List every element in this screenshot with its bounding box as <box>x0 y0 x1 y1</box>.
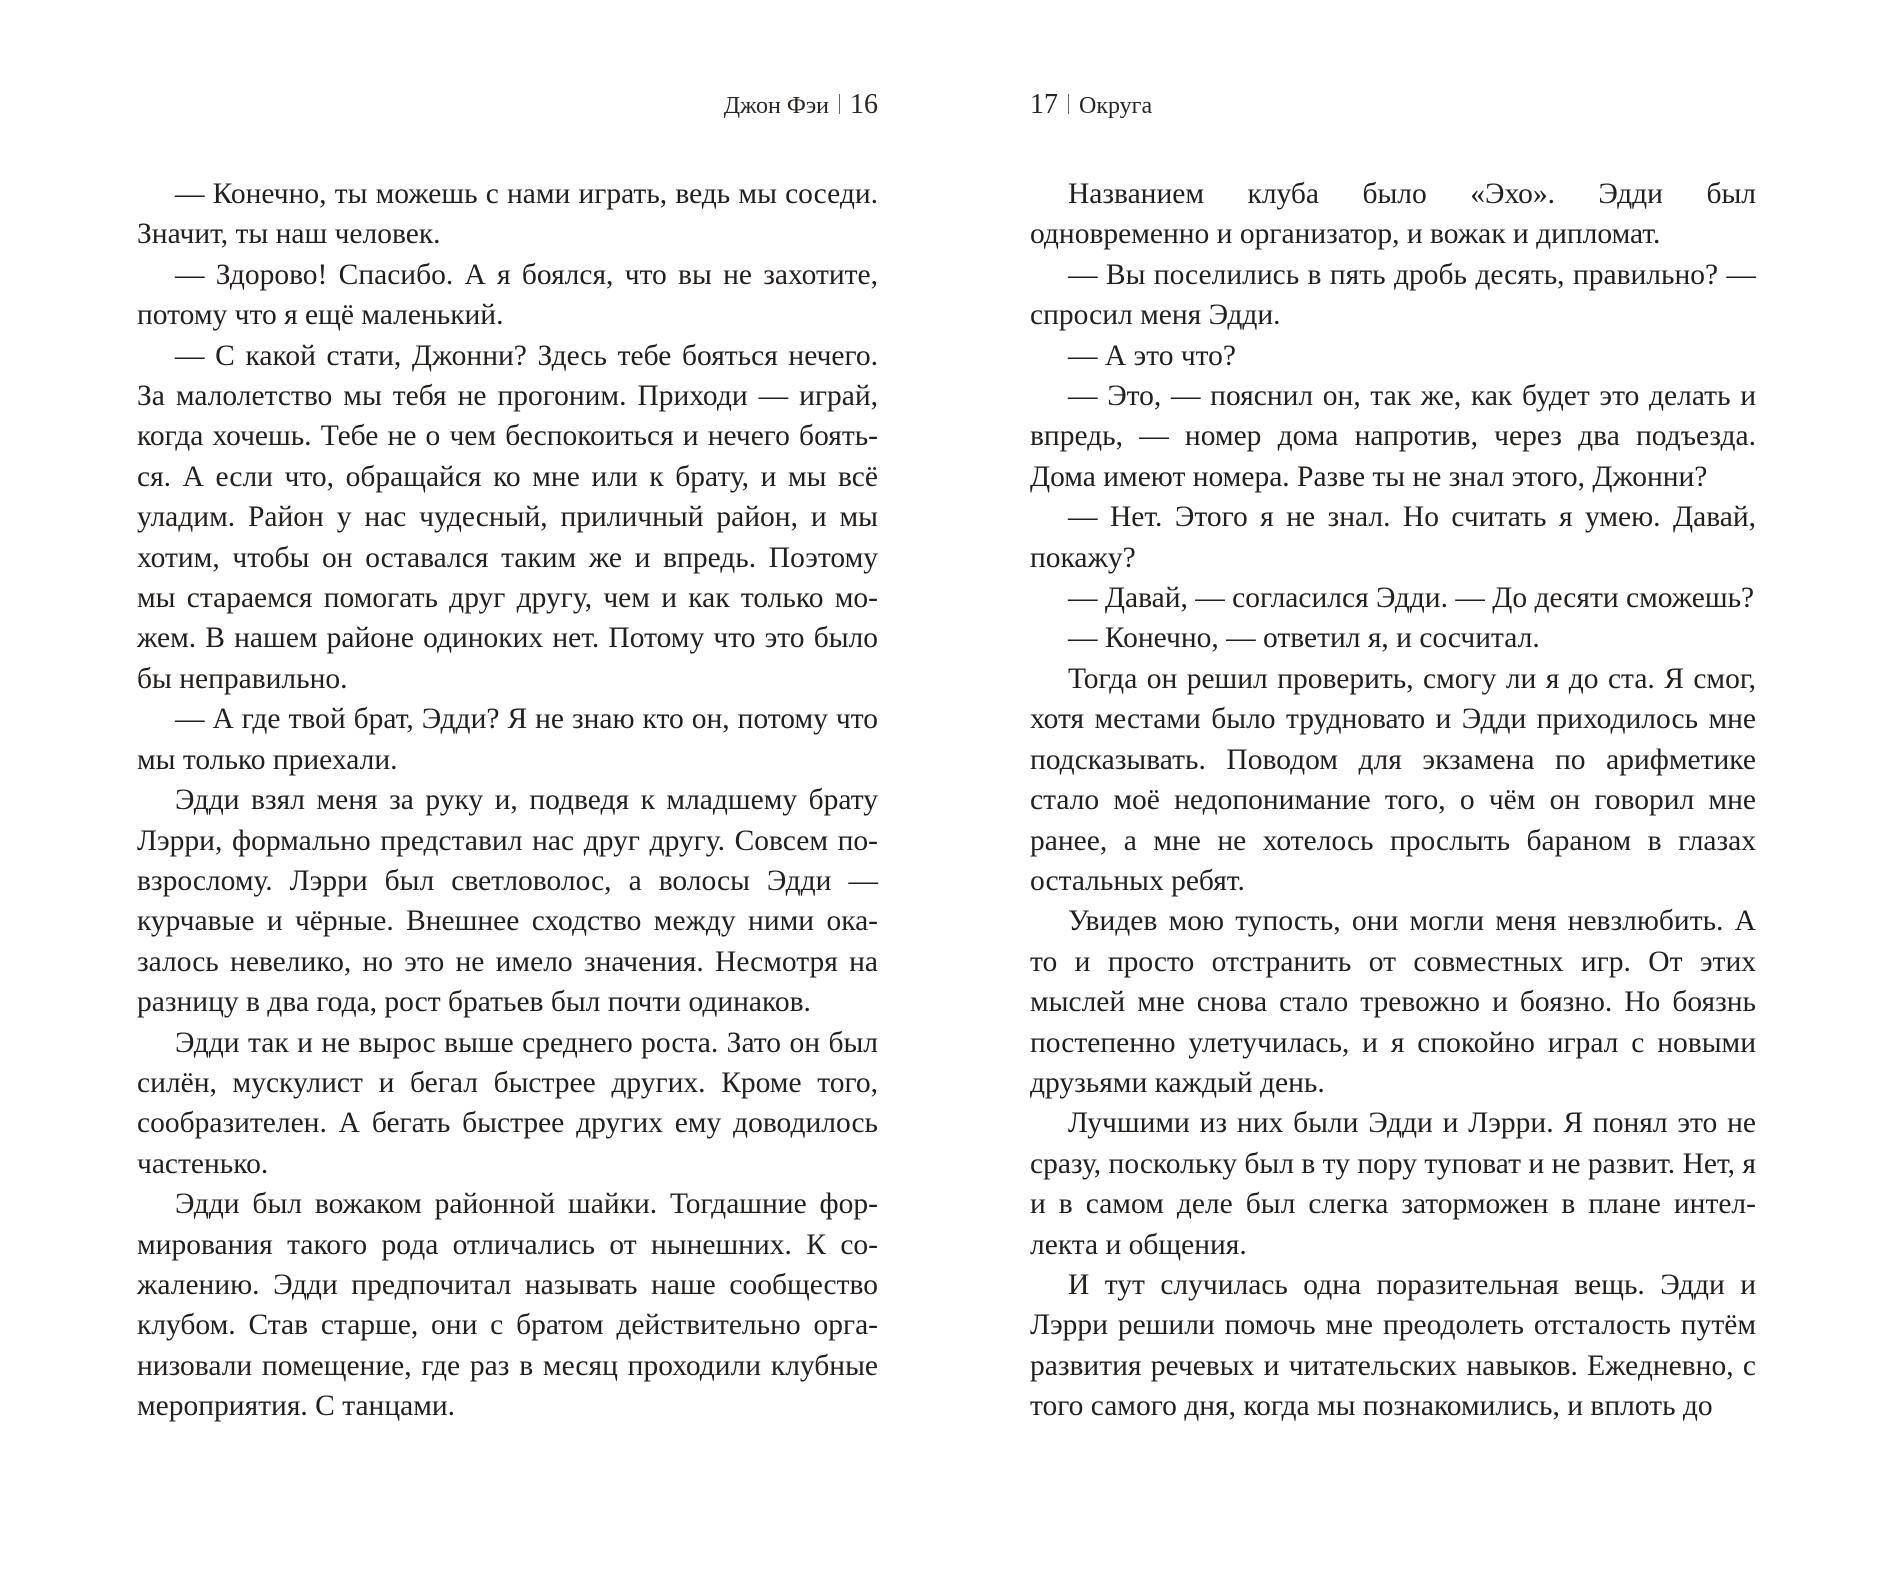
paragraph: — А где твой брат, Эдди? Я не знаю кто он, потому что мы только приехали. <box>137 703 878 776</box>
paragraph: Названием клуба было «Эхо». Эдди был одновременно и организатор, и вожак и дипломат. <box>1030 178 1756 251</box>
paragraph: — А это что? <box>1068 339 1237 372</box>
paragraph: — Конечно, ты можешь с нами играть, ведь мы соседи. Значит, ты наш человек. <box>137 178 878 251</box>
paragraph: — С какой стати, Джонни? Здесь тебе бояться нечего. За малолетство мы тебя не прогоним. Приходи — играй, когда хочешь. Тебе не о чем беспокоиться и нечего бояться. А если что, обращайся ко мне или к брату, и мы всё уладим. Район у нас чудесный, приличный район, и мы хотим, чтобы он оставался таким же и впредь. Поэтому мы стараемся помогать друг другу, чем и как только можем. В нашем районе одиноких нет. Потому что это было бы неправильно. <box>137 339 878 695</box>
paragraph: — Здорово! Спасибо. А я боялся, что вы не захотите, потому что я ещё маленький. <box>137 258 878 332</box>
left-page <box>137 0 878 1580</box>
paragraph: И тут случилась одна поразительная вещь. Эдди и Лэрри решили помочь мне преодолеть отсталость путём развития речевых и читательских навыков. Ежедневно, с того самого дня, когда мы познакомились, и вплоть до <box>1030 1268 1756 1423</box>
paragraph: — Давай, — согласился Эдди. — До десяти сможешь? <box>1068 582 1755 615</box>
left-text-block <box>137 174 878 1427</box>
left-running-head <box>724 88 878 123</box>
right-page-number: 17 <box>1030 89 1058 120</box>
header-divider <box>839 94 840 114</box>
paragraph: — Конечно, — ответил я, и сосчитал. <box>1068 622 1540 655</box>
right-page <box>1030 0 1756 1580</box>
paragraph: Эдди так и не вырос выше среднего роста. Зато он был силён, мускулист и бегал быстрее других. Кроме того, сообразителен. А бегать быстрее других ему доводилось частенько. <box>137 1026 878 1180</box>
paragraph: Увидев мою тупость, они могли меня невзлюбить. А то и просто отстранить от совместных игр. От этих мыслей мне снова стало тревожно и боязно. Но боязнь постепенно улетучилась, и я спокойно играл с новыми друзьями каждый день. <box>1030 905 1756 1099</box>
left-header-author: Джон Фэи <box>723 93 829 119</box>
paragraph: — Нет. Этого я не знал. Но считать я умею. Давай, покажу? <box>1030 501 1756 574</box>
left-page-number: 16 <box>850 89 878 120</box>
header-divider <box>1068 94 1069 114</box>
paragraph: Эдди был вожаком районной шайки. Тогдашние формирования такого рода отличались от нынешних. К сожалению. Эдди предпочитал называть наше сообщество клубом. Став старше, они с братом действительно организовали помещение, где раз в месяц проходили клубные мероприятия. С танцами. <box>137 1188 878 1423</box>
paragraph: — Это, — пояснил он, так же, как будет это делать и впредь, — номер дома напротив, через два подъезда. Дома имеют номера. Разве ты не знал этого, Джонни? <box>1030 380 1756 493</box>
right-running-head <box>1030 88 1152 123</box>
paragraph: Лучшими из них были Эдди и Лэрри. Я понял это не сразу, поскольку был в ту пору туповат и не развит. Нет, я и в самом деле был слегка заторможен в плане интеллекта и общения. <box>1030 1107 1756 1261</box>
right-text-block <box>1030 174 1756 1427</box>
paragraph: Эдди взял меня за руку и, подведя к младшему брату Лэрри, формально представил нас друг другу. Совсем по-взрослому. Лэрри был светловолос, а волосы Эдди — курчавые и чёрные. Внешнее сходство между ними оказалось невелико, но это не имело значения. Несмотря на разницу в два года, рост братьев был почти одинаков. <box>137 784 878 1019</box>
paragraph: Тогда он решил проверить, смогу ли я до ста. Я смог, хотя местами было трудновато и Эдди приходилось мне подсказывать. Поводом для экзамена по арифметике стало моё недопонимание того, о чём он говорил мне ранее, а мне не хотелось прослыть бараном в глазах остальных ребят. <box>1030 662 1756 897</box>
paragraph: — Вы поселились в пять дробь десять, правильно? — спросил меня Эдди. <box>1030 258 1756 332</box>
right-header-section-title: Округа <box>1079 93 1153 119</box>
